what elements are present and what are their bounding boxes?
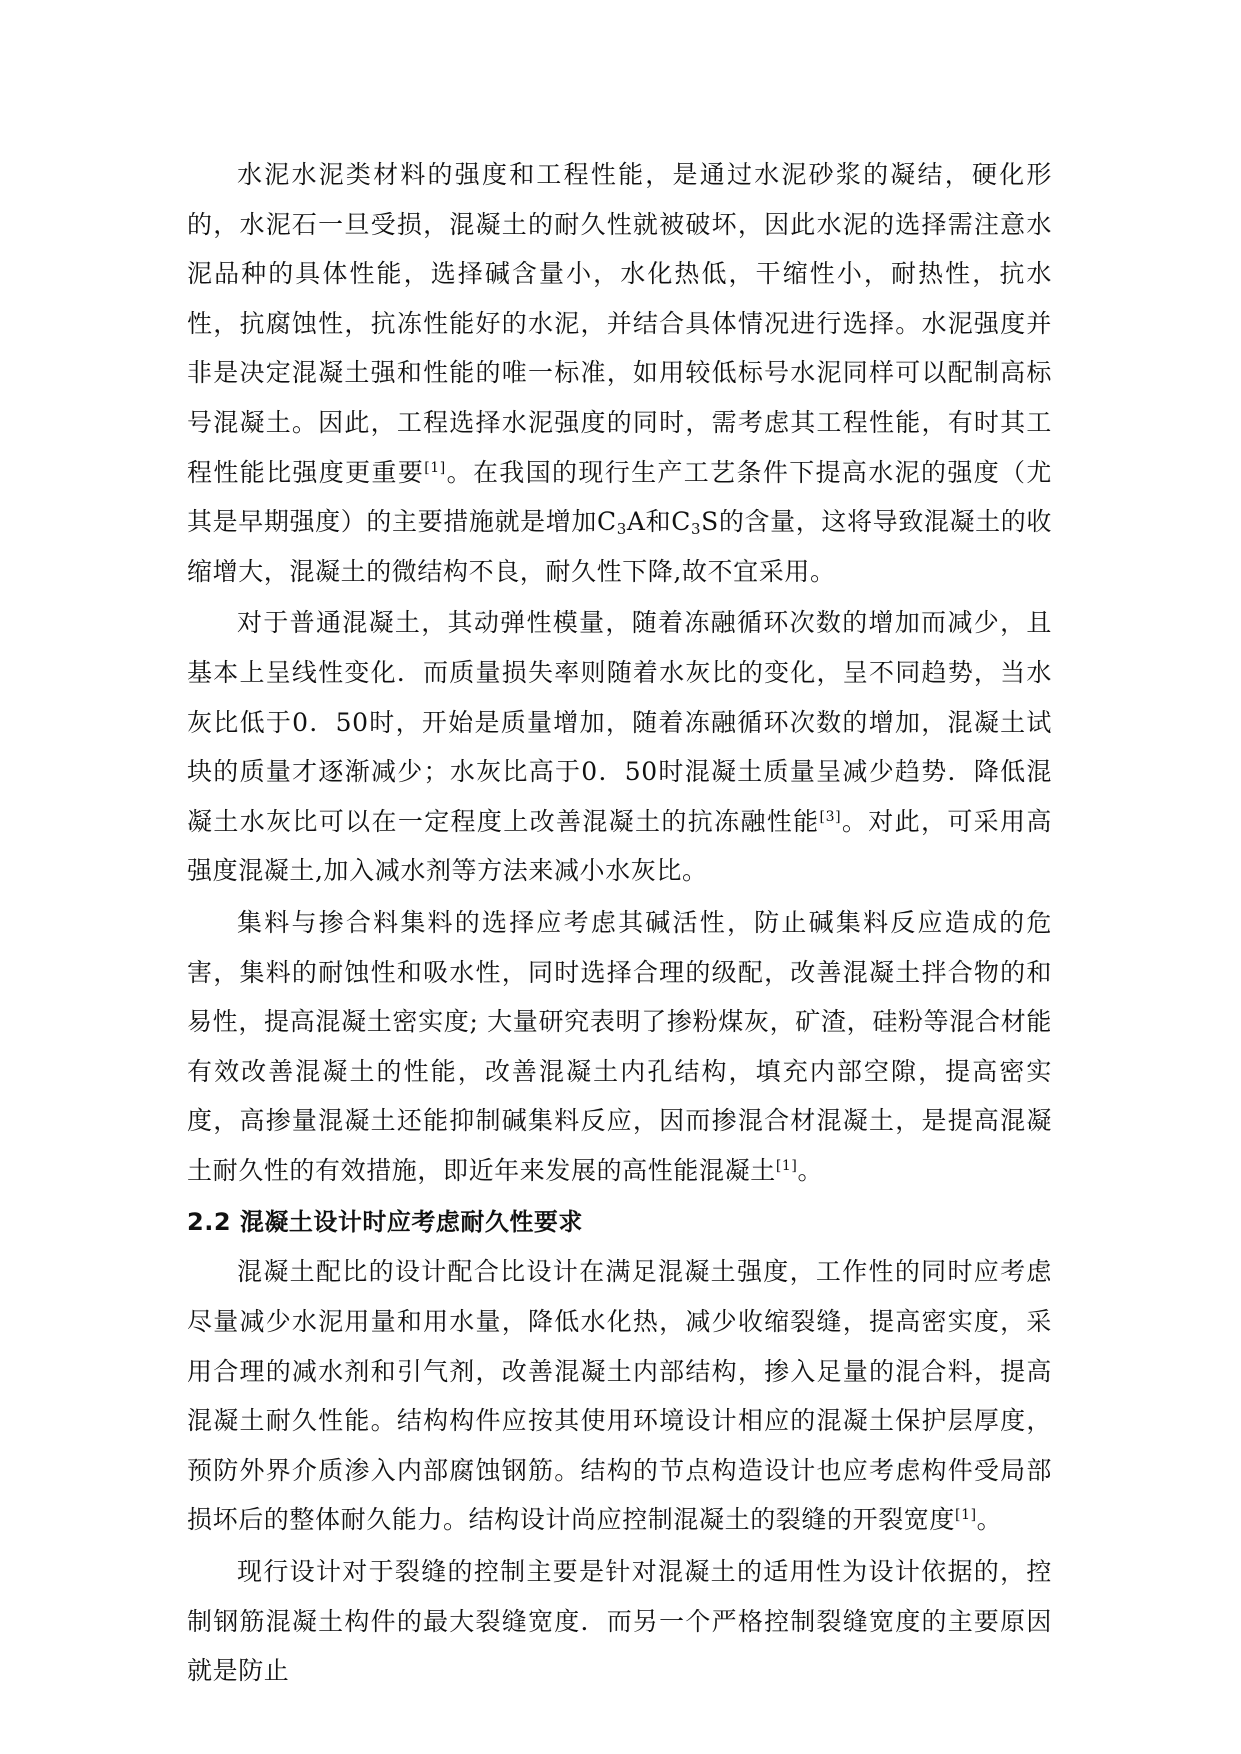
section-heading bbox=[187, 1197, 1052, 1247]
section-heading-text: 2.2 混凝土设计时应考虑耐久性要求 bbox=[187, 1208, 583, 1237]
paragraph-mix-design bbox=[187, 1247, 1052, 1545]
paragraph-text: 水泥水泥类材料的强度和工程性能，是通过水泥砂浆的凝结，硬化形的，水泥石一旦受损，混凝土的耐久性就被破坏，因此水泥的选择需注意水泥品种的具体性能，选择碱含量小，水化热低，干缩性小，耐热性，抗水性，抗腐蚀性，抗冻性能好的水泥，并结合具体情况进行选择。水泥强度并非是决定混凝土强和性能的唯一标准，如用较低标号水泥同样可以配制高标号混凝土。因此，工程选择水泥强度的同时，需考虑其工程性能，有时其工程性能比强度更重要 bbox=[187, 160, 1052, 487]
paragraph-text: 。 bbox=[797, 1155, 824, 1185]
document-page bbox=[187, 150, 1052, 1696]
subscript: 3 bbox=[690, 520, 702, 539]
paragraph-text: 混凝土配比的设计配合比设计在满足混凝土强度，工作性的同时应考虑尽量减少水泥用量和用水量，降低水化热，减少收缩裂缝，提高密实度，采用合理的减水剂和引气剂，改善混凝土内部结构，掺入足量的混合料，提高混凝土耐久性能。结构构件应按其使用环境设计相应的混凝土保护层厚度，预防外界介质渗入内部腐蚀钢筋。结构的节点构造设计也应考虑构件受局部损坏后的整体耐久能力。结构设计尚应控制混凝土的裂缝的开裂宽度 bbox=[187, 1257, 1052, 1535]
paragraph-text: 集料与掺合料集料的选择应考虑其碱活性，防止碱集料反应造成的危害，集料的耐蚀性和吸水性，同时选择合理的级配，改善混凝土拌合物的和易性，提高混凝土密实度; 大量研究表明了掺粉煤灰，矿渣，硅粉等混合材能有效改善混凝土的性能，改善混凝土内孔结构，填充内部空隙，提高密实度，高掺量混凝土还能抑制碱集料反应，因而掺混合材混凝土，是提高混凝土耐久性的有效措施，即近年来发展的高性能混凝土 bbox=[187, 907, 1052, 1185]
paragraph-aggregates bbox=[187, 898, 1052, 1196]
citation-ref: [1] bbox=[424, 459, 446, 476]
citation-ref: [1] bbox=[775, 1157, 798, 1174]
paragraph-text: 对于普通混凝土，其动弹性模量，随着冻融循环次数的增加而减少，且基本上呈线性变化．而质量损失率则随着水灰比的变化，呈不同趋势，当水灰比低于0．50时，开始是质量增加，随着冻融循环次数的增加，混凝土试块的质量才逐渐减少；水灰比高于0．50时混凝土质量呈减少趋势．降低混凝土水灰比可以在一定程度上改善混凝土的抗冻融性能 bbox=[187, 608, 1052, 836]
citation-ref: [3] bbox=[819, 808, 842, 825]
paragraph-text: S的含量，这将导致混凝土的收缩增大，混凝土的微结构不良，耐久性下降,故不宜采用。 bbox=[187, 507, 1052, 586]
paragraph-freeze-thaw bbox=[187, 598, 1052, 896]
paragraph-text: 现行设计对于裂缝的控制主要是针对混凝土的适用性为设计依据的，控制钢筋混凝土构件的最大裂缝宽度．而另一个严格控制裂缝宽度的主要原因就是防止 bbox=[187, 1557, 1052, 1686]
paragraph-crack-control bbox=[187, 1547, 1052, 1696]
paragraph-text: 。对此，可采用高强度混凝土,加入减水剂等方法来减小水灰比。 bbox=[187, 806, 1052, 886]
citation-ref: [1] bbox=[955, 1507, 977, 1524]
paragraph-text: 。在我国的现行生产工艺条件下提高水泥的强度（尤其是早期强度）的主要措施就是增加C bbox=[187, 457, 1052, 537]
paragraph-text: A和C bbox=[626, 507, 691, 537]
subscript: 3 bbox=[616, 520, 627, 539]
paragraph-cement-selection bbox=[187, 150, 1052, 596]
paragraph-text: 。 bbox=[976, 1505, 1003, 1535]
